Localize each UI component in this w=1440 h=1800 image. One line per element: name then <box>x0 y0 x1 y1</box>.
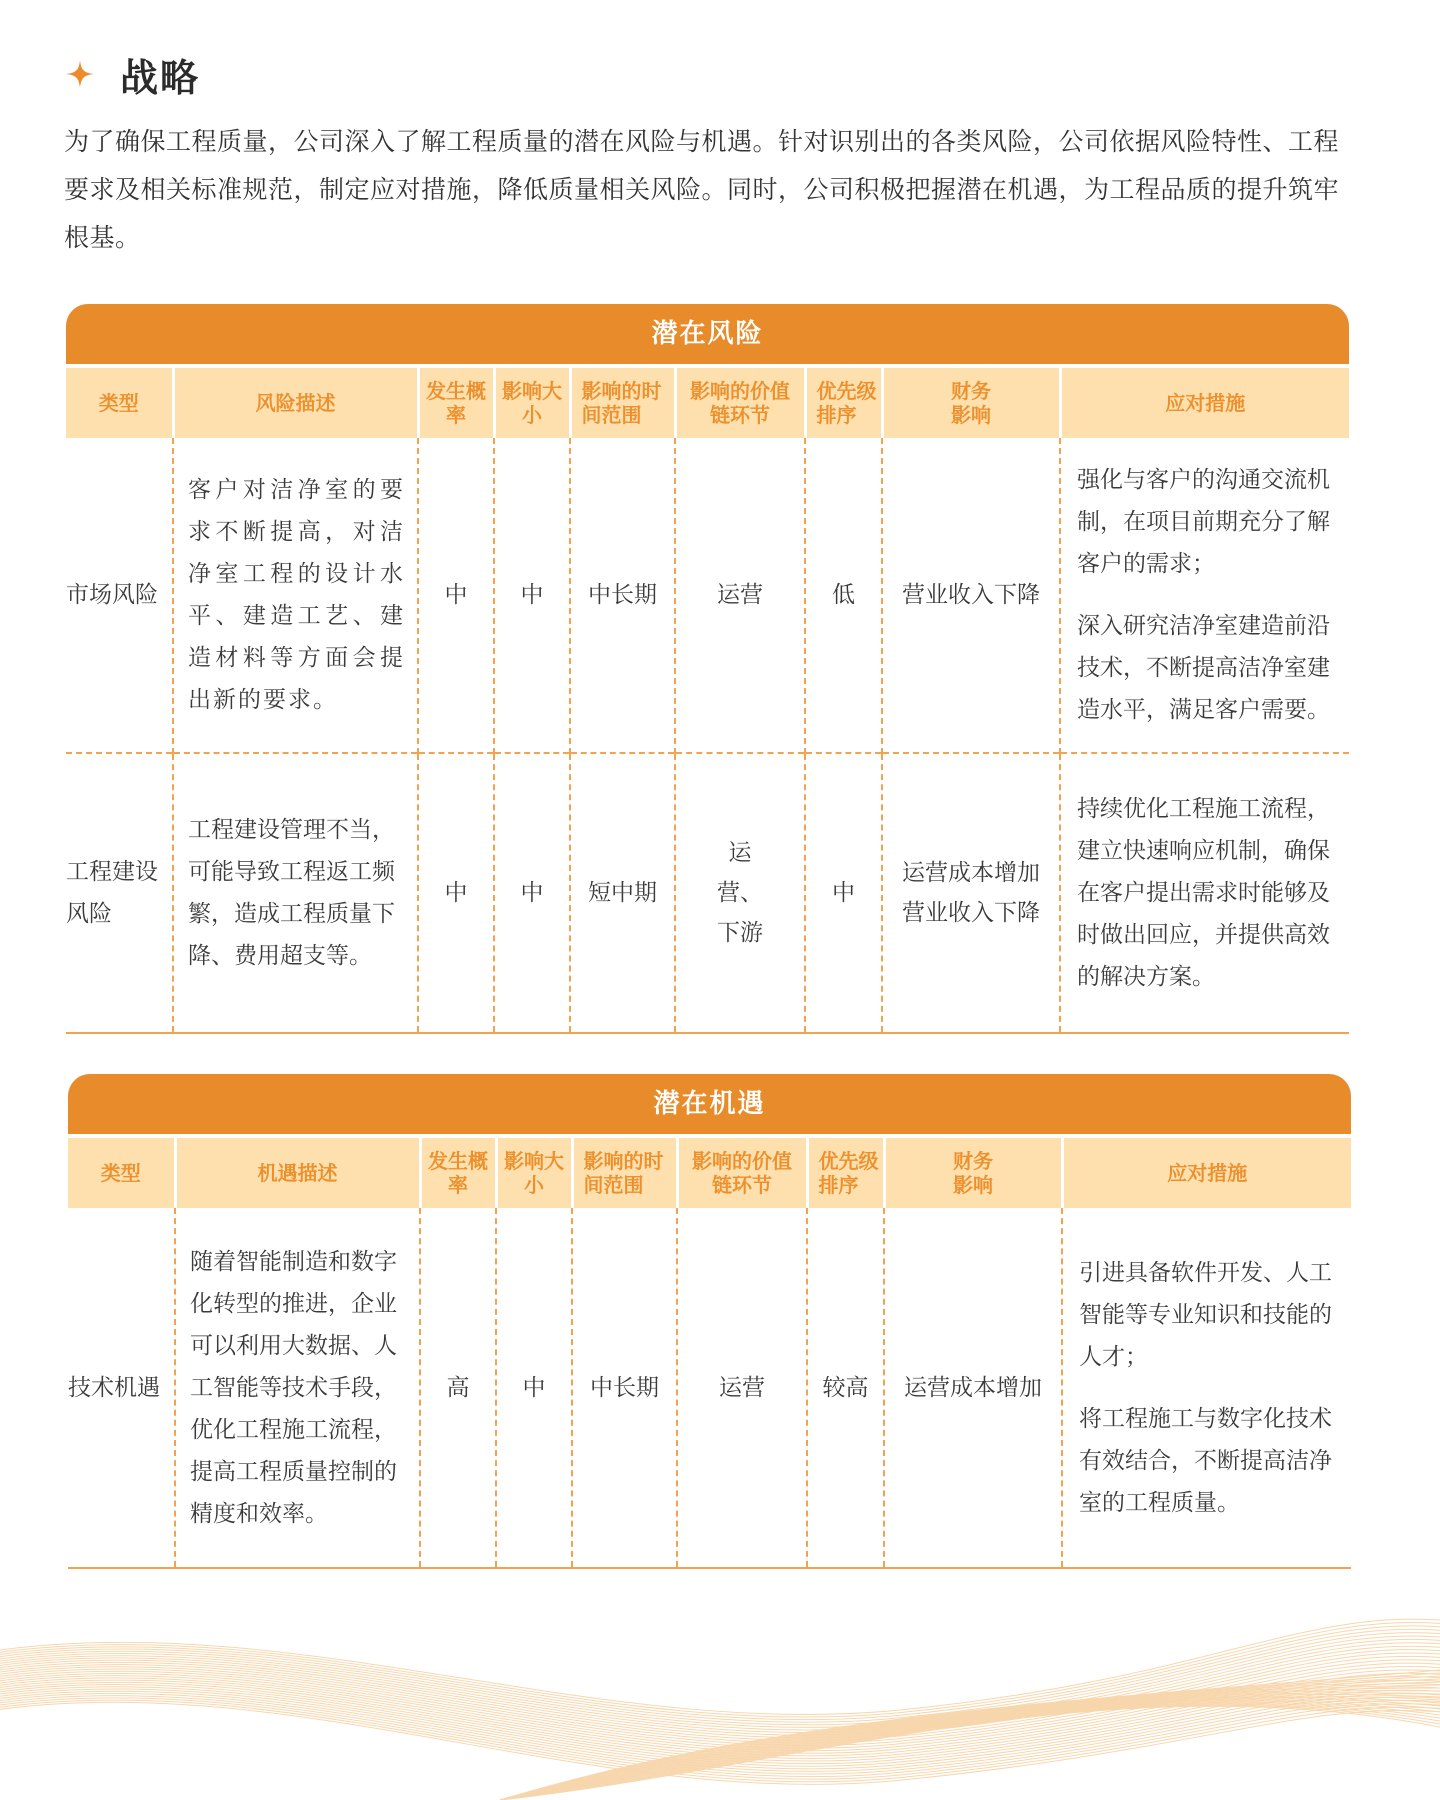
row-measures <box>1060 753 1349 1033</box>
header-time: 影响的时间范围 <box>570 366 675 438</box>
header-desc: 风险描述 <box>173 366 418 438</box>
row-finance: 营业收入下降 <box>882 438 1060 753</box>
row-finance <box>882 753 1060 1033</box>
opportunity-table-title: 潜在机遇 <box>68 1074 1351 1134</box>
section-title: 战略 <box>120 55 201 100</box>
header-impact: 影响大小 <box>494 366 570 438</box>
header-finance: 财务影响 <box>882 366 1060 438</box>
header-chain: 影响的价值链环节 <box>675 366 805 438</box>
opportunity-header-row <box>68 1136 1351 1208</box>
row-finance-text: 运营成本增加营业收入下降 <box>902 860 1040 926</box>
header-impact: 影响大小 <box>496 1136 572 1208</box>
header-desc: 机遇描述 <box>175 1136 420 1208</box>
header-finance: 财务影响 <box>884 1136 1062 1208</box>
intro-paragraph: 为了确保工程质量，公司深入了解工程质量的潜在风险与机遇。针对识别出的各类风险，公司依据风险特性、工程要求及相关标准规范，制定应对措施，降低质量相关风险。同时，公司积极把握潜在机遇，为工程品质的提升筑牢根基。 <box>64 127 1340 252</box>
row-measures <box>1060 438 1349 753</box>
wave-line <box>0 1700 1440 1782</box>
row-chain: 运营 <box>677 1208 807 1568</box>
opportunity-table <box>68 1074 1351 1569</box>
row-impact: 中 <box>494 753 570 1033</box>
row-desc: 工程建设管理不当，可能导致工程返工频繁，造成工程质量下降、费用超支等。 <box>173 753 418 1033</box>
row-prob: 中 <box>418 753 494 1033</box>
row-type: 市场风险 <box>66 582 158 608</box>
row-time: 短中期 <box>570 753 675 1033</box>
row-chain: 运营 <box>675 438 805 753</box>
row-type-text: 工程建设风险 <box>66 859 158 927</box>
row-impact: 中 <box>494 438 570 753</box>
table-row <box>68 1208 1351 1568</box>
row-time: 中长期 <box>570 438 675 753</box>
measure-item: 深入研究洁净室建造前沿技术，不断提高洁净室建造水平，满足客户需要。 <box>1077 613 1330 723</box>
header-priority: 优先级排序 <box>805 366 882 438</box>
row-chain-text: 运营、下游 <box>717 840 763 946</box>
wave-line <box>0 1698 1440 1779</box>
table-row <box>66 438 1349 753</box>
row-prob: 中 <box>418 438 494 753</box>
measure-item: 强化与客户的沟通交流机制，在项目前期充分了解客户的需求； <box>1077 467 1330 577</box>
measure-item: 持续优化工程施工流程，建立快速响应机制，确保在客户提出需求时能够及时做出回应，并提供高效的解决方案。 <box>1077 796 1330 990</box>
measure-item: 将工程施工与数字化技术有效结合，不断提高洁净室的工程质量。 <box>1079 1405 1332 1516</box>
header-chain: 影响的价值链环节 <box>677 1136 807 1208</box>
row-desc: 随着智能制造和数字化转型的推进，企业可以利用大数据、人工智能等技术手段，优化工程施工流程，提高工程质量控制的精度和效率。 <box>175 1208 420 1568</box>
section-header <box>66 48 200 100</box>
row-priority: 较高 <box>807 1208 884 1568</box>
row-measures <box>1062 1208 1351 1568</box>
row-prob: 高 <box>420 1208 496 1568</box>
row-chain <box>675 753 805 1033</box>
four-point-star-icon <box>66 60 94 88</box>
header-type: 类型 <box>66 366 173 438</box>
header-prob: 发生概率 <box>418 366 494 438</box>
risk-table <box>66 304 1349 1034</box>
header-priority: 优先级排序 <box>807 1136 884 1208</box>
row-desc: 客户对洁净室的要求不断提高，对洁净室工程的设计水平、建造工艺、建造材料等方面会提出新的要求。 <box>173 438 418 753</box>
row-priority: 低 <box>805 438 882 753</box>
opportunity-table-grid <box>68 1134 1351 1569</box>
decorative-waves <box>0 1590 1440 1800</box>
header-measures: 应对措施 <box>1062 1136 1351 1208</box>
table-row <box>66 753 1349 1033</box>
risk-table-title: 潜在风险 <box>66 304 1349 364</box>
row-time: 中长期 <box>572 1208 677 1568</box>
row-type <box>66 753 173 1033</box>
row-finance: 运营成本增加 <box>884 1208 1062 1568</box>
header-prob: 发生概率 <box>420 1136 496 1208</box>
risk-table-grid <box>66 364 1349 1034</box>
row-impact: 中 <box>496 1208 572 1568</box>
risk-header-row <box>66 366 1349 438</box>
row-type: 技术机遇 <box>68 1208 175 1568</box>
header-measures: 应对措施 <box>1060 366 1349 438</box>
header-time: 影响的时间范围 <box>572 1136 677 1208</box>
row-priority: 中 <box>805 753 882 1033</box>
measure-item: 引进具备软件开发、人工智能等专业知识和技能的人才； <box>1079 1259 1332 1370</box>
header-type: 类型 <box>68 1136 175 1208</box>
